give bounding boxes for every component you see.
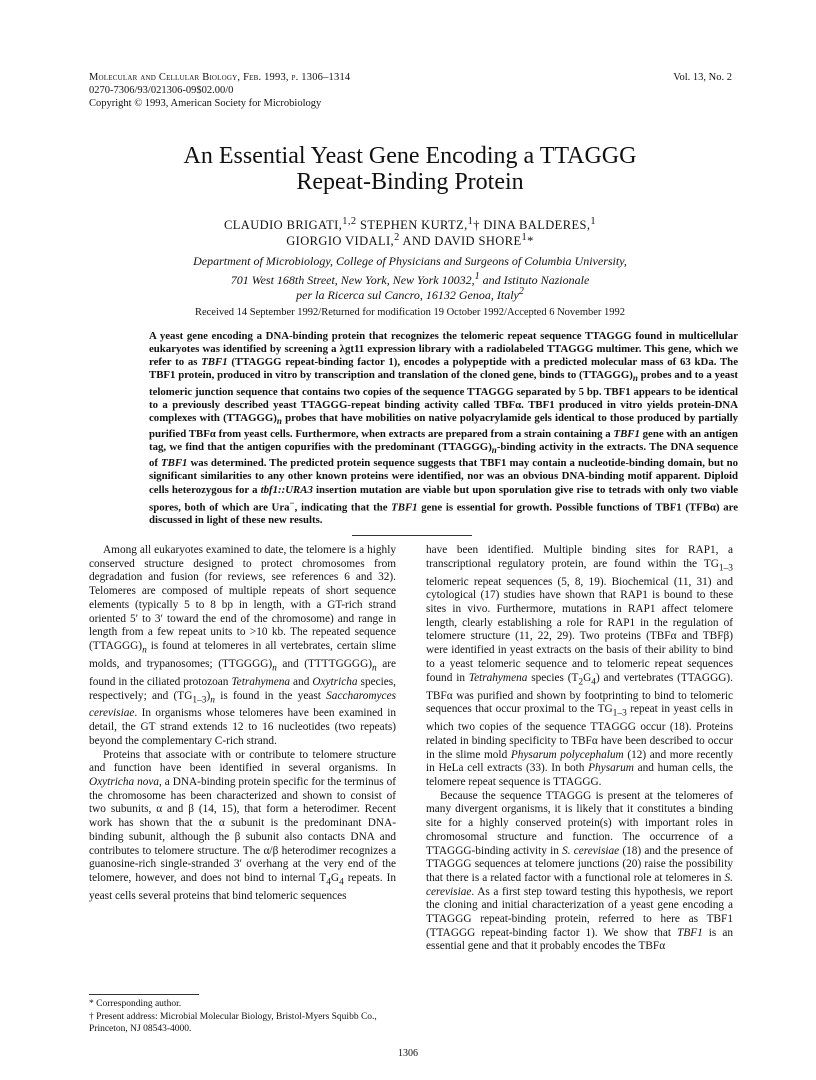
journal-citation: Molecular and Cellular Biology, Feb. 1993, p. 1306–1314 [89,72,351,83]
paragraph: Because the sequence TTAGGG is present at the telomeres of many divergent organisms, it is likely that it constitutes a binding site for a highly conserved protein(s) with important roles in chromosomal structure and function. The occurrence of a TTAGGG-binding activity in S. cerevisiae (18) and the presence of TTAGGG sequences at telomere junctions (20) raise the possibility that there is a related factor with a functional role at telomeres in S. cerevisiae. As a first step toward testing this hypothesis, we report the cloning and initial characterization of a yeast gene encoding a TTAGGG repeat-binding protein, referred to here as TBF1 (TTAGGG repeat-binding factor 1). We show that TBF1 is an essential gene and that it probably encodes the TBFα [426,789,734,953]
affiliation-line-1: Department of Microbiology, College of Physicians and Surgeons of Columbia University, [193,254,627,268]
running-header [89,71,732,110]
article-title-line-1: An Essential Yeast Gene Encoding a TTAGGG [183,143,637,169]
footnote-present-address: † Present address: Microbial Molecular Biology, Bristol-Myers Squibb Co., Princeton, NJ 08543-4000. [89,1012,377,1034]
section-divider [352,535,472,536]
author-list-line-2: GIORGIO VIDALI,$^2$ AND DAVID SHORE$^1$* [286,232,534,249]
page-number: 1306 [398,1048,418,1059]
affiliation-line-3: per la Ricerca sul Cancro, 16132 Genoa, Italy$^2$ [296,286,524,302]
paragraph: have been identified. Multiple binding sites for RAP1, a transcriptional regulatory protein, are found within the $TG_{1-3}$ telomeric repeat sequences (5, 8, 19). Biochemical (11, 31) and cytological (17) studies have shown that RAP1 is bound to these sites in vivo. Furthermore, mutations in RAP1 affect telomere length, clearly establishing a role for RAP1 in the regulation of telomere structure (11, 22, 29). Two proteins (TBFα and TBFβ) were identified in yeast extracts on the basis of their ability to bind to a yeast telomeric sequence and to telomeric repeat sequences found in Tetrahymena species $(T_2G_4)$ and vertebrates (TTAGGG). TBFα was purified and shown by footprinting to bind to telomeric sequences that occur proximal to the $TG_{1-3}$ repeat in yeast cells in which two copies of the sequence TTAGGG occur (18). Proteins related in binding specificity to TBFα have been described to occur in the slime mold Physarum polycephalum (12) and more recently in HeLa cell extracts (33). In both Physarum and human cells, the telomere repeat sequence is TTAGGG. [426,544,734,788]
copyright-line: Copyright © 1993, American Society for Microbiology [89,98,322,109]
affiliation-line-2: 701 West 168th Street, New York, New York 10032,$^1$ and Istituto Nazionale [230,271,590,287]
author-list-line-1: CLAUDIO BRIGATI,$^{1,2}$ STEPHEN KURTZ,$^1$† DINA BALDERES,$^1$ [224,216,596,233]
body-left-column [89,544,396,904]
footnote-corresponding-author: * Corresponding author. [89,999,182,1009]
article-title-line-2: Repeat-Binding Protein [296,169,524,195]
paragraph: Proteins that associate with or contribute to telomere structure and function have been identified in several organisms. In Oxytricha nova, a DNA-binding protein specific for the terminus of the chromosome has been characterized and shown to consist of two subunits, α and β (14, 15), that form a heterodimer. Recent work has shown that the α subunit is the predominant DNA-binding subunit, although the β subunit also contacts DNA and contributes to telomere structure. The α/β heterodimer recognizes a guanosine-rich single-stranded 3′ overhang at the very end of the telomere, however, and does not bind to internal $T_4G_4$ repeats. In yeast cells several proteins that bind telomeric sequences [89,748,396,902]
abstract: A yeast gene encoding a DNA-binding protein that recognizes the telomeric repeat sequence TTAGGG found in multicellular eukaryotes was identified by screening a λgt11 expression library with a radiolabeled TTAGGG multimer. This gene, which we refer to as TBF1 (TTAGGG repeat-binding factor 1), encodes a polypeptide with a predicted molecular mass of 63 kDa. The TBF1 protein, produced in vitro by transcription and translation of the cloned gene, binds to $(TTAGGG)_n$ probes and to a yeast telomeric junction sequence that contains two copies of the sequence TTAGGG separated by 5 bp. TBF1 appears to be identical to a previously described yeast TTAGGG-repeat binding activity called TBFα. TBF1 produced in vitro yields protein-DNA complexes with $(TTAGGG)_n$ probes that have mobilities on native polyacrylamide gels identical to those produced by partially purified TBFα from yeast cells. Furthermore, when extracts are prepared from a strain containing a TBF1 gene with an antigen tag, we find that the antigen copurifies with the predominant $(TTAGGG)_n$-binding activity in the extracts. The DNA sequence of TBF1 was determined. The predicted protein sequence suggests that TBF1 may contain a nucleotide-binding domain, but no significant similarities to any other known proteins were identified, nor was an obvious DNA-binding motif apparent. Diploid cells heterozygous for a tbf1::URA3 insertion mutation are viable but upon sporulation give rise to tetrads with only two viable spores, both of which are Ura−, indicating that the TBF1 gene is essential for growth. Possible functions of TBF1 (TFBα) are discussed in light of these new results. [149,330,739,527]
issn-code: 0270-7306/93/021306-09$02.00/0 [89,85,234,96]
paragraph: Among all eukaryotes examined to date, the telomere is a highly conserved structure designed to protect chromosomes from degradation and fusion (for reviews, see references 6 and 32). Telomeres are composed of multiple repeats of short sequence elements (typically 5 to 8 bp in length, with a GT-rich strand oriented 5′ to 3′ toward the end of the chromosome) and range in length from a few repeat units to >10 kb. The repeated sequence $(TTAGGG)_n$ is found at telomeres in all vertebrates, certain slime molds, and trypanosomes; $(TTGGGG)_n$ and $(TTTTGGGG)_n$ are found in the ciliated protozoan Tetrahymena and Oxytricha species, respectively; and $(TG_{1-3})_n$ is found in the yeast Saccharomyces cerevisiae. In organisms whose telomeres have been examined in detail, the GT strand extends 12 to 16 nucleotides (two repeats) beyond the complementary C-rich strand. [89,544,396,747]
received-dates: Received 14 September 1992/Returned for modification 19 October 1992/Accepted 6 November 1992 [194,307,626,318]
body-right-column [426,544,733,954]
footnote-divider [89,994,199,995]
volume-issue: Vol. 13, No. 2 [673,72,732,83]
